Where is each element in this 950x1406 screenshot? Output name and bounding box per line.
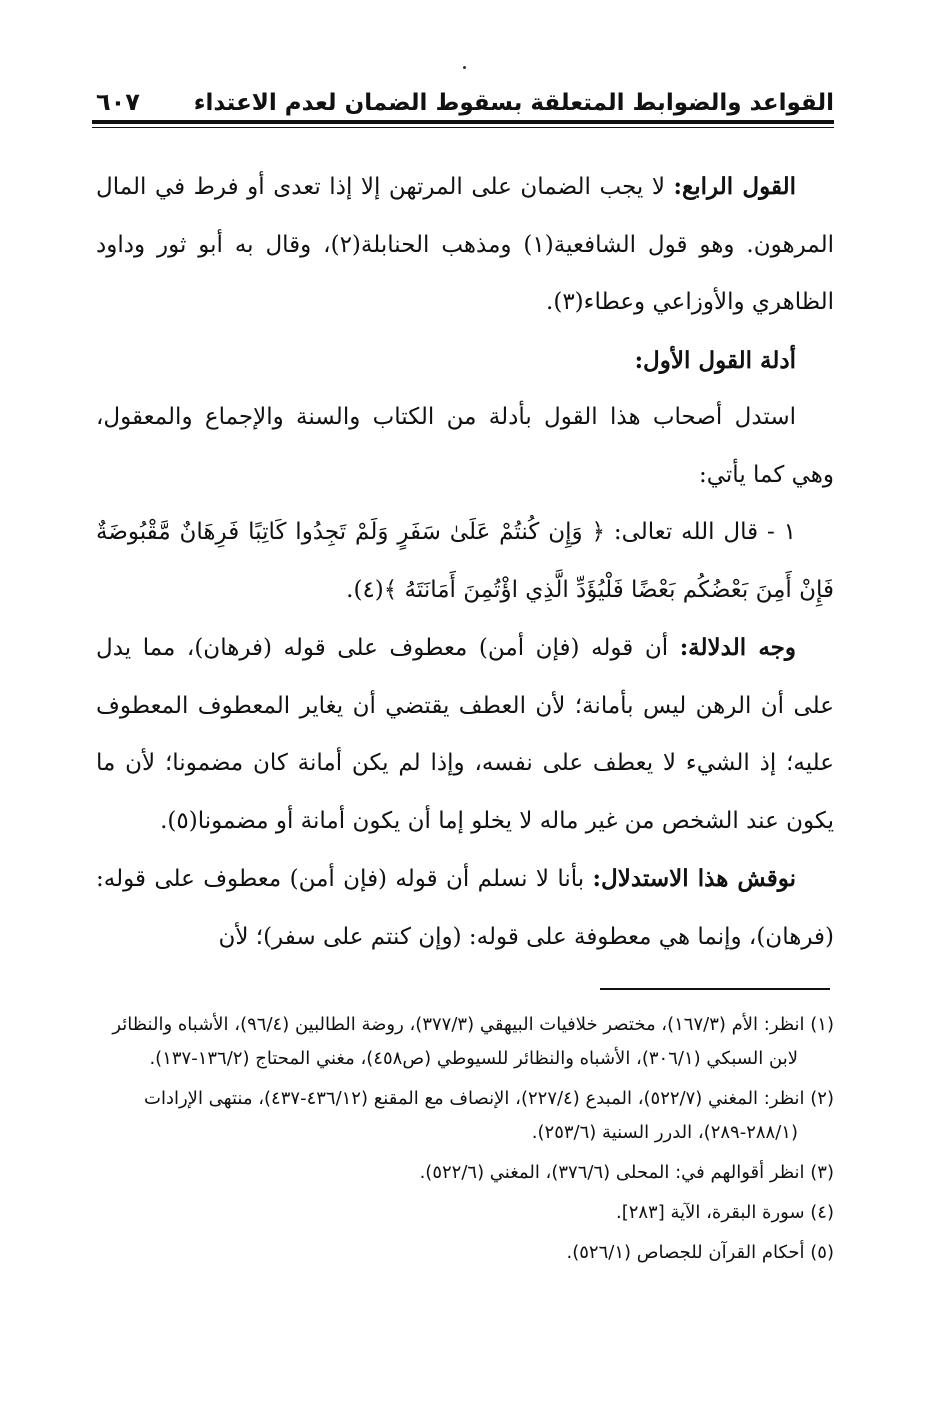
paragraph-quran-verse: ١ - قال الله تعالى: ﴿ وَإِن كُنتُمْ عَلَىٰ سَفَرٍ وَلَمْ تَجِدُوا كَاتِبًا فَرِهَانٌ مَّقْبُوضَةٌ فَإِنْ أَمِنَ بَعْضُكُم بَعْضًا فَلْيُؤَدِّ الَّذِي اؤْتُمِنَ أَمَانَتَهُ ﴾(٤). [96,519,834,603]
paragraph-evidence-intro: استدل أصحاب هذا القول بأدلة من الكتاب والسنة والإجماع والمعقول، وهي كما يأتي: [96,404,834,488]
header-rule-thin [92,127,834,128]
paragraph-text: لا يجب الضمان على المرتهن إلا إذا تعدى أو فرط في المال المرهون. وهو قول الشافعية(١) ومذهب الحنابلة(٢)، وقال به أبو ثور وداود الظاهري والأوزاعي وعطاء(٣). [96,174,834,315]
footnote-1: (١) انظر: الأم (١٦٧/٣)، مختصر خلافيات البيهقي (٣٧٧/٣)، روضة الطالبين (٩٦/٤)، الأشباه والنظائر لابن السبكي (٣٠٦/١)، الأشباه والنظائر للسيوطي (ص٤٥٨)، مغني المحتاج (١٣٦/٢-١٣٧). [112,1014,834,1069]
running-header [96,78,834,116]
paragraph-discussion [96,850,834,966]
paragraph-lead: نوقش هذا الاستدلال: [592,865,796,892]
footnote-4: (٤) سورة البقرة، الآية [٢٨٣]. [615,1202,834,1223]
page-number: ٦٠٧ [96,88,140,116]
print-speck [463,66,466,69]
paragraph-lead: وجه الدلالة: [679,634,797,661]
paragraph-text: أن قوله (فإن أمن) معطوف على قوله (فرهان)، مما يدل على أن الرهن ليس بأمانة؛ لأن العطف يقتضي أن يغاير المعطوف المعطوف عليه؛ إذ الشيء لا يعطف على نفسه، وإذا لم يكن أمانة كان مضمونا؛ لأن ما يكون عند الشخص من غير ماله لا يخلو إما أن يكون أمانة أو مضمونا(٥). [96,635,834,834]
footnotes [96,1008,834,1270]
main-text [96,158,834,966]
footnote-5: (٥) أحكام القرآن للجصاص (٥٢٦/١). [566,1242,834,1263]
running-title: القواعد والضوابط المتعلقة بسقوط الضمان لعدم الاعتداء [193,90,834,116]
header-rule-thick [92,120,834,124]
section-heading: أدلة القول الأول: [634,346,796,374]
paragraph-lead: القول الرابع: [673,173,797,200]
paragraph-fourth-opinion [96,158,834,332]
footnote-3: (٣) انظر أقوالهم في: المحلى (٣٧٦/٦)، المغني (٥٢٢/٦). [419,1162,834,1183]
paragraph-inference [96,619,834,850]
paragraph-text: بأنا لا نسلم أن قوله (فإن أمن) معطوف على قوله: (فرهان)، وإنما هي معطوفة على قوله: (وإن كنتم على سفر)؛ لأن [96,866,834,950]
footnote-separator [600,988,830,990]
footnote-2: (٢) انظر: المغني (٥٢٢/٧)، المبدع (٢٢٧/٤)، الإنصاف مع المقنع (٤٣٦/١٢-٤٣٧)، منتهى الإرادات (٢٨٨/١-٢٨٩)، الدرر السنية (٢٥٣/٦). [144,1088,834,1143]
